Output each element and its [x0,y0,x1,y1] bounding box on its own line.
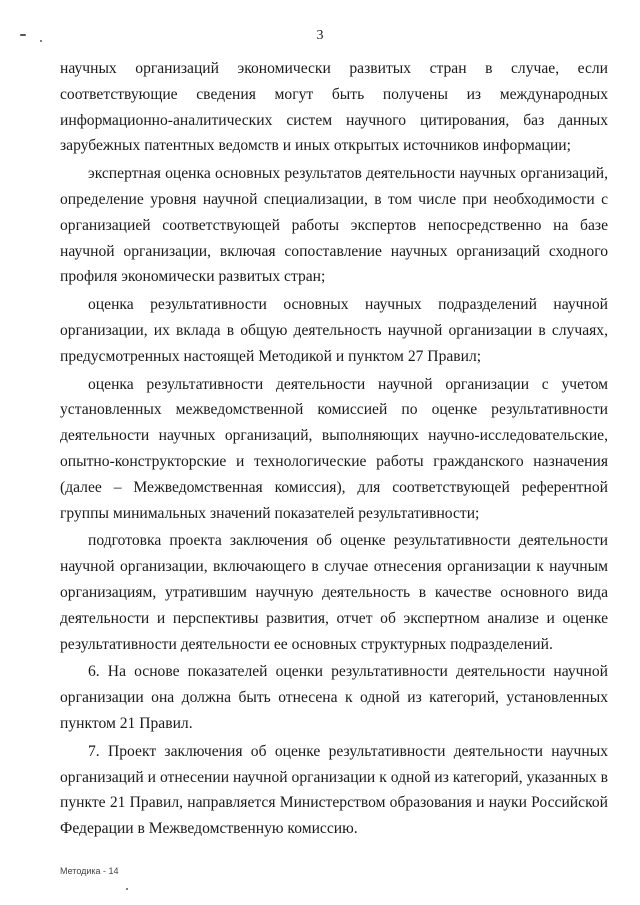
scan-speck [126,888,128,890]
scan-speck [20,34,26,36]
paragraph-7: 7. Проект заключения об оценке результативности деятельности научных организаций и отнесении научной организации к одной из категорий, указанных в пункте 21 Правил, направляется Министерством образования и науки Российской Федерации в Межведомственную комиссию. [60,742,608,838]
document-body [60,56,608,842]
paragraph-6: 6. На основе показателей оценки результативности деятельности научной организации она должна быть отнесена к одной из категорий, установленных пунктом 21 Правил. [60,663,608,732]
paragraph-3: оценка результативности основных научных подразделений научной организации, их вклада в общую деятельность научной организации в случаях, предусмотренных настоящей Методикой и пунктом 27 Правил; [60,296,608,365]
document-footer: Методика - 14 [60,866,119,876]
scan-speck [40,40,42,42]
paragraph-1: научных организаций экономически развитых стран в случае, если соответствующие сведения могут быть получены из международных информационно-аналитических систем научного цитирования, баз данных зарубежных патентных ведомств и иных открытых источников информации; [60,60,608,155]
paragraph-4: оценка результативности деятельности научной организации с учетом установленных межведомственной комиссией по оценке результативности деятельности научных организаций, выполняющих научно-исследовательские, опытно-конструкторские и технологические работы гражданского назначения (далее – Межведомственная комиссия), для соответствующей референтной группы минимальных значений показателей результативности; [60,375,608,522]
page-number: 3 [316,28,324,43]
paragraph-5: подготовка проекта заключения об оценке результативности деятельности научной организации, включающего в случае отнесения организации к научным организациям, утратившим научную деятельность в качестве основного вида деятельности и перспективы развития, отчет об экспертном анализе и оценке результативности деятельности ее основных структурных подразделений. [60,532,608,653]
paragraph-2: экспертная оценка основных результатов деятельности научных организаций, определение уровня научной специализации, в том числе при необходимости с организацией соответствующей работы экспертов непосредственно на базе научной организации, включая сопоставление научных организаций сходного профиля экономически развитых стран; [60,165,608,286]
